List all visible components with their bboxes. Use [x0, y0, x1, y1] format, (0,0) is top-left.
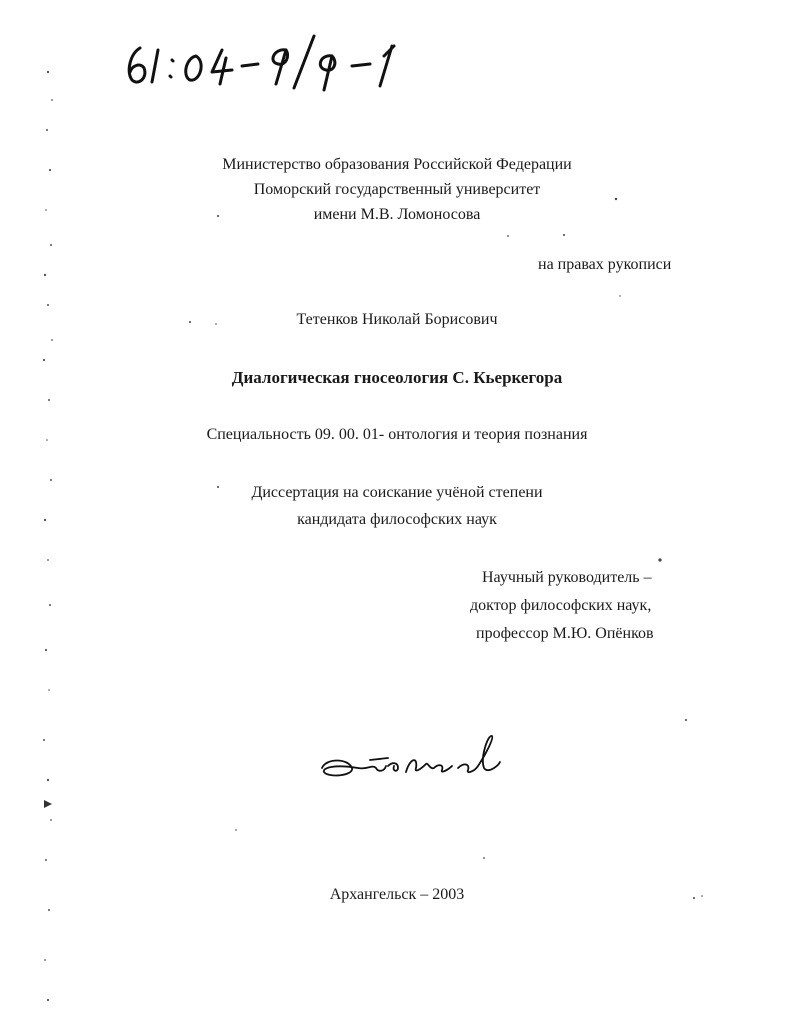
handwritten-archive-code	[118, 20, 418, 100]
specialty-line: Специальность 09. 00. 01- онтология и теория познания	[206, 426, 588, 443]
supervisor-line-3: профессор М.Ю. Опёнков	[476, 625, 654, 642]
named-after-line: имени М.В. Ломоносова	[313, 206, 481, 223]
supervisor-line-2: доктор философских наук,	[470, 597, 652, 614]
supervisor-line-1: Научный руководитель –	[482, 569, 652, 586]
author-name: Тетенков Николай Борисович	[296, 311, 498, 328]
dissertation-title: Диалогическая гносеология С. Кьеркегора	[231, 368, 563, 387]
ministry-line: Министерство образования Российской Федерации	[222, 156, 572, 173]
dissertation-degree-line-1: Диссертация на соискание учёной степени	[251, 484, 543, 501]
university-line: Поморский государственный университет	[253, 181, 541, 198]
author-signature	[318, 728, 508, 788]
rights-note: на правах рукописи	[538, 256, 672, 273]
scan-margin-noise	[30, 60, 60, 1020]
city-year: Архангельск – 2003	[329, 886, 465, 903]
svg-text:61:04-9/9-1: 61:04-9/9-1	[118, 20, 123, 21]
dissertation-degree-line-2: кандидата философских наук	[297, 511, 497, 528]
